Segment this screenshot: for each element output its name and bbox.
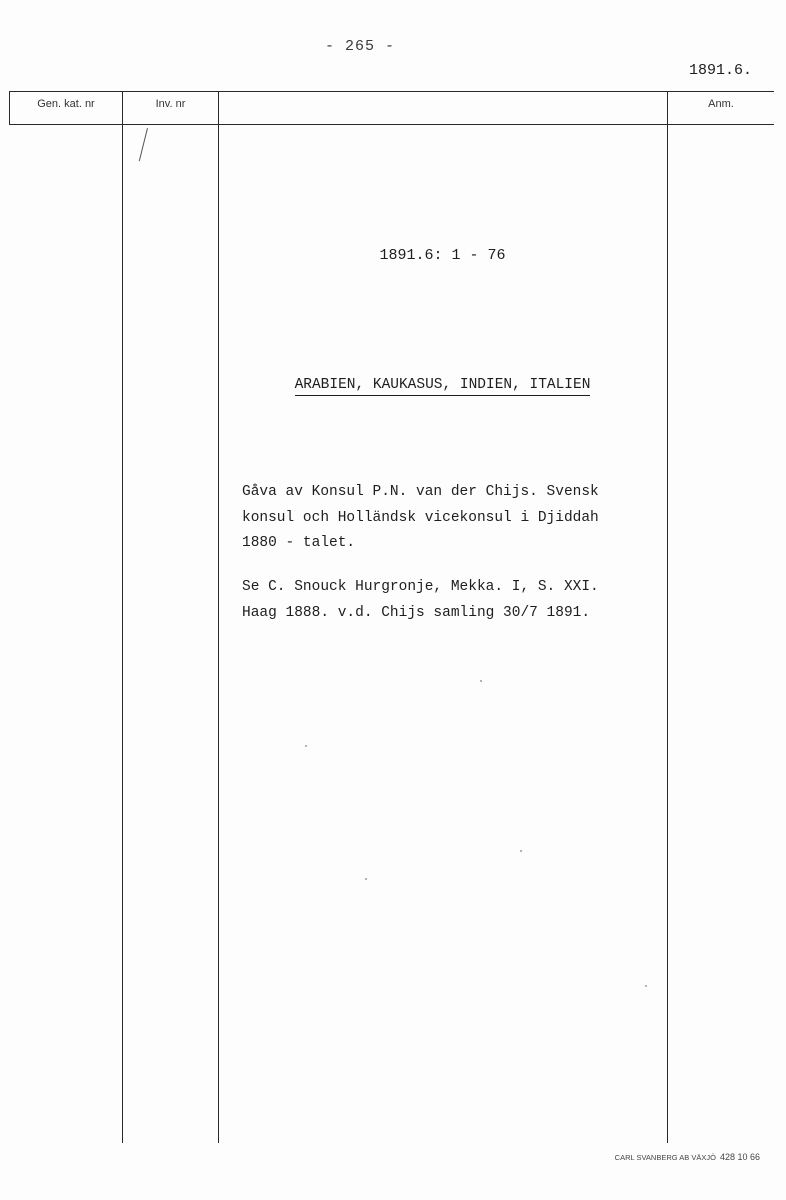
table-top-rule	[9, 91, 774, 92]
reference-note: Se C. Snouck Hurgronje, Mekka. I, S. XXI. Haag 1888. v.d. Chijs samling 30/7 1891.	[242, 579, 599, 621]
printer-imprint	[615, 1152, 760, 1162]
catalog-range: 1891.6: 1 - 76	[379, 247, 506, 264]
scan-speck	[480, 680, 482, 682]
header-bottom-rule	[9, 124, 774, 125]
column-header-anm: Anm.	[708, 98, 734, 110]
scan-speck	[520, 850, 522, 852]
column-divider	[667, 91, 668, 1143]
form-code: 428 10 66	[719, 1152, 760, 1162]
catalog-number: 1891.6.	[688, 62, 752, 79]
column-header-inv-nr: Inv. nr	[155, 98, 186, 110]
printer-name: CARL SVANBERG AB VÄXJÖ	[614, 1153, 716, 1162]
region-heading	[218, 377, 667, 393]
scan-speck	[645, 985, 647, 987]
scan-speck	[305, 745, 307, 747]
page-number: - 265 -	[324, 38, 395, 55]
scan-speck	[365, 878, 367, 880]
column-header-gen-kat-nr: Gen. kat. nr	[37, 98, 95, 110]
pen-stroke-mark	[139, 128, 148, 161]
column-divider	[122, 91, 123, 1143]
donation-note: Gåva av Konsul P.N. van der Chijs. Svensk konsul och Holländsk vicekonsul i Djiddah 1880 - talet.	[242, 484, 599, 551]
region-heading-text: ARABIEN, KAUKASUS, INDIEN, ITALIEN	[295, 377, 591, 396]
